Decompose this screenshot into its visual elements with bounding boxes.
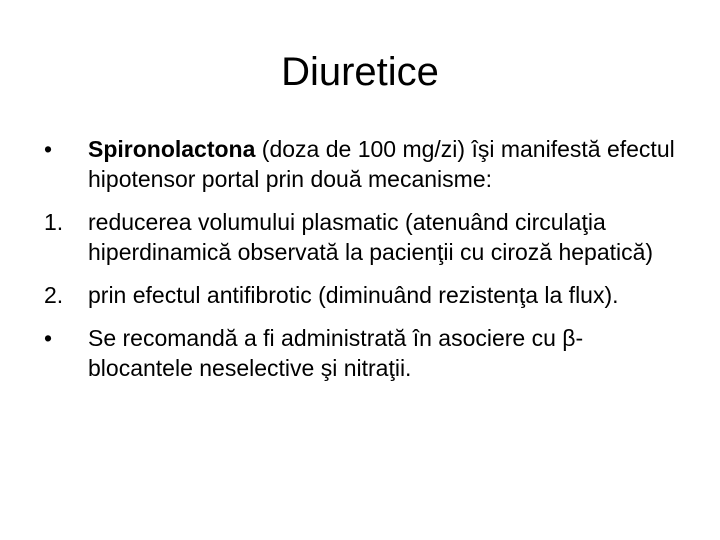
slide-title: Diuretice [281,50,439,94]
number-marker: 2. [44,282,64,308]
drug-name: Spironolactona [88,136,256,162]
numbered-item-1 [44,207,684,267]
numbered-item-2 [44,280,684,310]
item-text: reducerea volumului plasmatic (atenuând circulaţia hiperdinamică observată la pacienţii cu ciroză hepatică) [88,209,654,265]
item-text: prin efectul antifibrotic (diminuând rezistenţa la flux). [88,282,619,308]
slide-body [44,134,684,396]
bullet-marker: • [44,325,53,351]
bullet-marker: • [44,136,53,162]
number-marker: 1. [44,209,64,235]
item-text: Se recomandă a fi administrată în asociere cu β-blocantele neselective şi nitraţii. [88,325,584,381]
item-text: (doza de 100 mg/zi) îşi manifestă efectul hipotensor portal prin două mecanisme: [88,136,675,192]
bullet-item-recommendation [44,323,684,383]
bullet-item-spironolactona [44,134,684,194]
